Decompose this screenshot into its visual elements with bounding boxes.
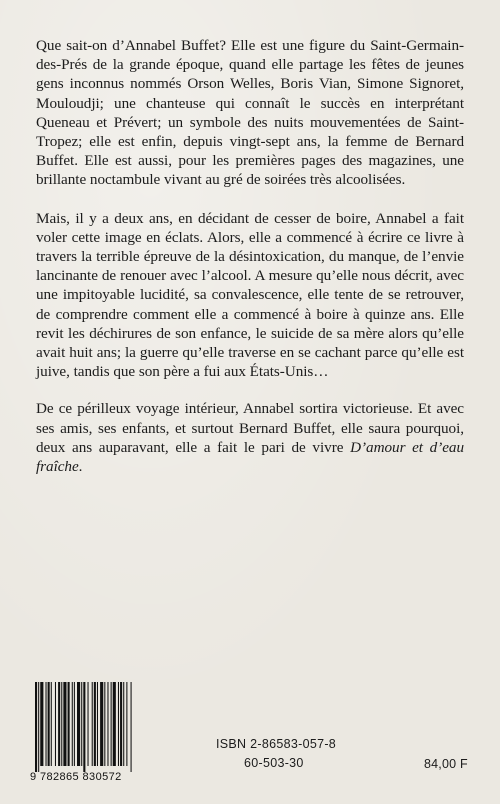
reference-number: 60-503-30 xyxy=(244,756,304,770)
cover-blurb xyxy=(36,36,464,476)
barcode-bar xyxy=(88,682,89,766)
price: 84,00 F xyxy=(424,757,468,771)
barcode xyxy=(30,682,148,782)
blurb-paragraph-3-end: . xyxy=(78,458,83,476)
barcode-bar xyxy=(68,682,70,766)
barcode-bar xyxy=(72,682,73,766)
book-title-italic: D’amour et d’eau fraîche xyxy=(36,438,464,476)
blurb-paragraph-3-text: De ce périlleux voyage intérieur, Annabel sortira victorieuse. Et avec ses amis, ses enfants, et surtout Bernard Buffet, elle saura pourquoi, deux ans auparavant, elle a fait le pari de vivre xyxy=(36,400,464,456)
blurb-paragraph-2: Mais, il y a deux ans, en décidant de cesser de boire, Annabel a fait voler cette image en éclats. Alors, elle a commencé à écrire ce livre à travers la terrible épreuve de la désintoxication, du manque, de l’envie lancinante de renouer avec l’alcool. A mesure qu’elle nous décrit, avec une impitoyable lucidité, sa convalescence, elle tente de se retrouver, de comprendre comment elle a commencé à boire à quinze ans. Elle revit les déchirures de son enfance, le suicide de sa mère alors qu’elle avait huit ans; la guerre qu’elle traverse en se cachant parce qu’elle est juive, tandis que son père a fui aux États-Unis… xyxy=(36,209,464,381)
barcode-bar xyxy=(123,682,124,766)
barcode-bar xyxy=(104,682,105,766)
isbn-number: ISBN 2-86583-057-8 xyxy=(216,737,337,751)
barcode-bar xyxy=(38,682,39,772)
barcode-bar xyxy=(46,682,47,766)
barcode-bar xyxy=(113,682,116,766)
barcode-bar xyxy=(81,682,82,766)
barcode-bar xyxy=(111,682,112,766)
barcode-bar xyxy=(118,682,119,766)
barcode-bar xyxy=(120,682,122,766)
barcode-bar xyxy=(131,682,132,772)
barcode-bar xyxy=(94,682,96,766)
blurb-paragraph-1: Que sait-on d’Annabel Buffet? Elle est une figure du Saint-Germain-des-Prés de la grande époque, quand elle partage les fêtes de jeunes gens inconnus nommés Orson Welles, Boris Vian, Simone Signoret, Mouloudji; une chanteuse qui connaît le succès en interprétant Queneau et Prévert; un symbole des nuits mouvementées de Saint-Tropez; elle est enfin, depuis vingt-sept ans, la femme de Bernard Buffet. Elle est aussi, pour les premières pages des magazines, une brillante noctambule vivant au gré de soirées très alcoolisées. xyxy=(36,37,464,189)
barcode-bar xyxy=(74,682,75,766)
barcode-bar xyxy=(61,682,62,766)
barcode-bar xyxy=(58,682,60,766)
barcode-bar xyxy=(51,682,52,766)
barcode-bars xyxy=(35,682,145,772)
barcode-bar xyxy=(35,682,37,772)
barcode-bar xyxy=(48,682,50,766)
blurb-paragraph-3 xyxy=(36,399,464,476)
barcode-bar xyxy=(83,682,85,772)
barcode-bar xyxy=(126,682,127,766)
barcode-bar xyxy=(97,682,98,766)
barcode-bar xyxy=(63,682,66,766)
barcode-bar xyxy=(55,682,56,766)
barcode-bar xyxy=(100,682,103,766)
barcode-bar xyxy=(107,682,108,766)
barcode-digits: 9 782865 830572 xyxy=(30,771,122,783)
barcode-bar xyxy=(92,682,93,766)
barcode-bar xyxy=(77,682,80,766)
barcode-bar xyxy=(40,682,43,766)
